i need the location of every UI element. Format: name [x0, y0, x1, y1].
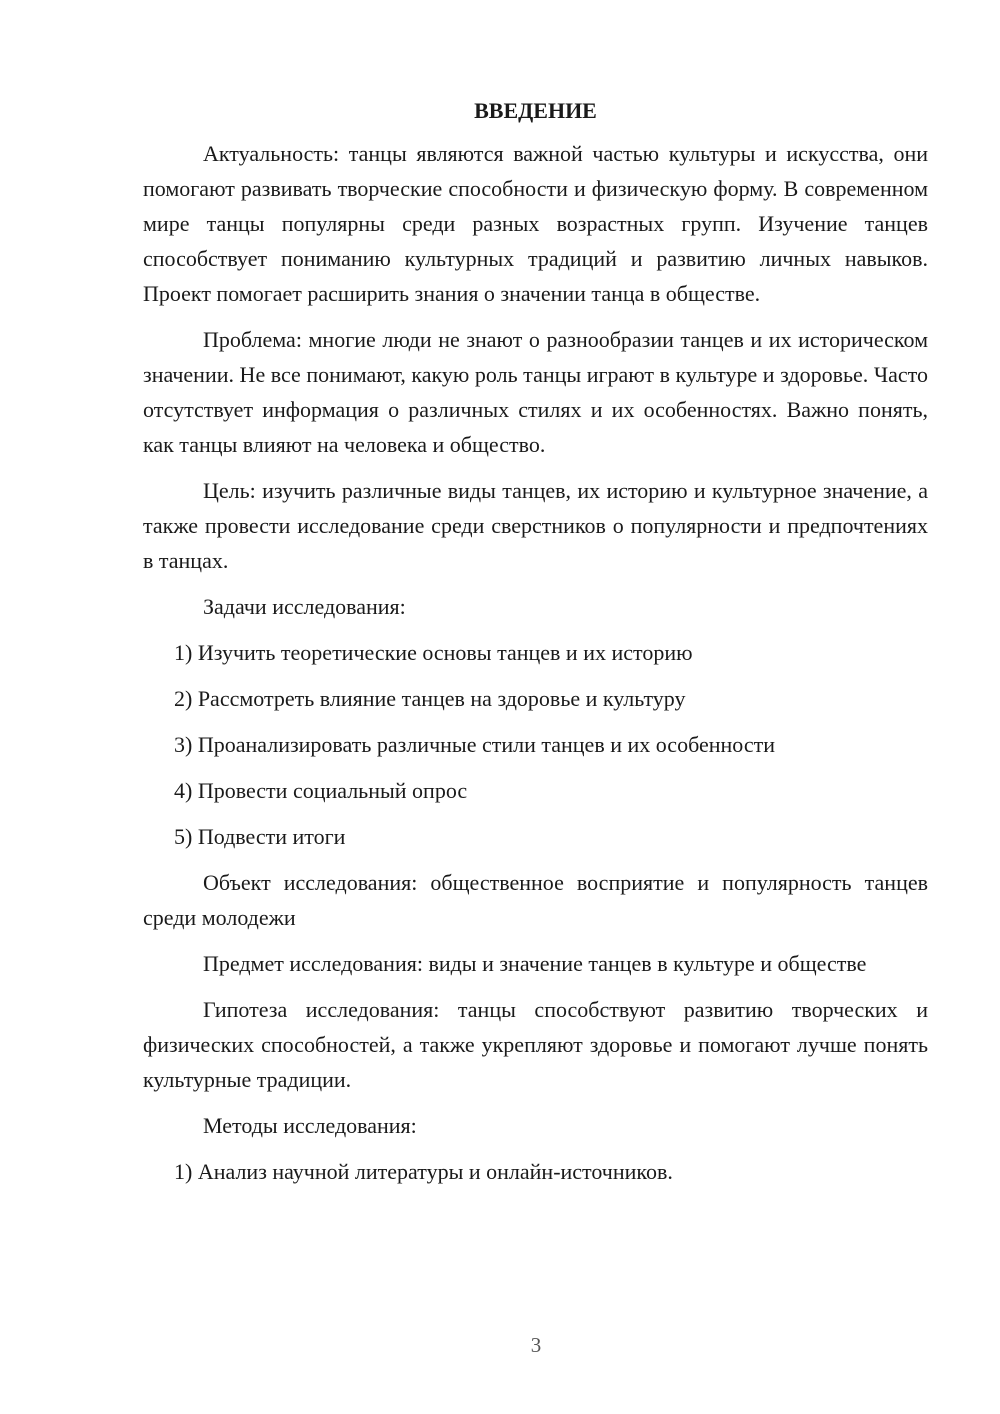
- relevance-paragraph: Актуальность: танцы являются важной частью культуры и искусства, они помогают развивать творческие способности и физическую форму. В современном мире танцы популярны среди разных возрастных групп. Изучение танцев способствует пониманию культурных традиций и развитию личных навыков. Проект помогает расширить знания о значении танца в обществе.: [143, 141, 928, 306]
- problem-paragraph: Проблема: многие люди не знают о разнообразии танцев и их историческом значении. Не все понимают, какую роль танцы играют в культуре и здоровье. Часто отсутствует информация о различных стилях и их особенностях. Важно понять, как танцы влияют на человека и общество.: [143, 327, 928, 457]
- hypothesis-paragraph: Гипотеза исследования: танцы способствуют развитию творческих и физических способностей, а также укрепляют здоровье и помогают лучше понять культурные традиции.: [143, 997, 928, 1092]
- page-content: [143, 96, 928, 1189]
- task-item: 2) Рассмотреть влияние танцев на здоровье и культуру: [174, 686, 686, 711]
- page-title: ВВЕДЕНИЕ: [474, 98, 597, 123]
- task-item: 4) Провести социальный опрос: [174, 778, 468, 803]
- goal-paragraph: Цель: изучить различные виды танцев, их историю и культурное значение, а также провести исследование среди сверстников о популярности и предпочтениях в танцах.: [143, 478, 928, 573]
- tasks-heading: Задачи исследования:: [203, 594, 406, 619]
- method-item: 1) Анализ научной литературы и онлайн-источников.: [174, 1159, 673, 1184]
- task-item: 1) Изучить теоретические основы танцев и их историю: [174, 640, 693, 665]
- tasks-list: [143, 635, 928, 854]
- methods-heading: Методы исследования:: [203, 1113, 417, 1138]
- object-paragraph: Объект исследования: общественное восприятие и популярность танцев среди молодежи: [143, 870, 928, 930]
- page-number: 3: [530, 1333, 542, 1357]
- subject-paragraph: Предмет исследования: виды и значение танцев в культуре и обществе: [203, 951, 867, 976]
- task-item: 3) Проанализировать различные стили танцев и их особенности: [174, 732, 775, 757]
- methods-list: [143, 1154, 928, 1189]
- task-item: 5) Подвести итоги: [174, 824, 346, 849]
